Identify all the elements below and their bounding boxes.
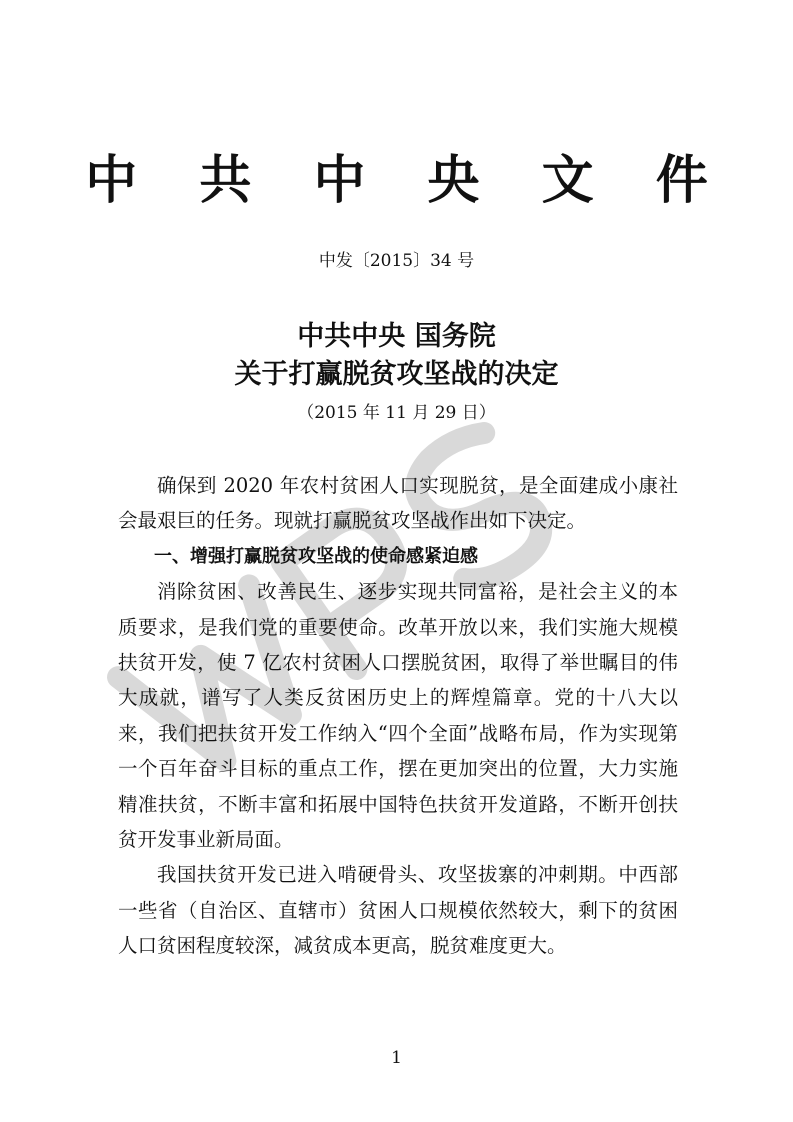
- document-header-title: 中 共 中 央 文 件: [85, 151, 730, 211]
- section-heading: 一、增强打赢脱贫攻坚战的使命感紧迫感: [154, 545, 478, 567]
- document-title-line-1: 中共中央 国务院: [297, 321, 496, 352]
- intro-paragraph: 确保到 2020 年农村贫困人口实现脱贫，是全面建成小康社会最艰巨的任务。现就打赢脱贫攻坚战作出如下决定。: [118, 474, 678, 533]
- page-number: 1: [391, 1048, 402, 1068]
- document-number: 中发〔2015〕34 号: [318, 251, 475, 271]
- body-paragraph: 消除贫困、改善民生、逐步实现共同富裕，是社会主义的本质要求，是我们党的重要使命。改革开放以来，我们实施大规模扶贫开发，使 7 亿农村贫困人口摆脱贫困，取得了举世瞩目的伟大成就，谱写了人类反贫困历史上的辉煌篇章。党的十八大以来，我们把扶贫开发工作纳入“四个全面”战略布局，作为实现第一个百年奋斗目标的重点工作，摆在更加突出的位置，大力实施精准扶贫，不断丰富和拓展中国特色扶贫开发道路，不断开创扶贫开发事业新局面。: [118, 580, 678, 852]
- document-body: [118, 468, 678, 964]
- document-title-line-2: 关于打赢脱贫攻坚战的决定: [234, 359, 559, 390]
- body-paragraph: 我国扶贫开发已进入啃硬骨头、攻坚拔寨的冲刺期。中西部一些省（自治区、直辖市）贫困人口规模依然较大，剩下的贫困人口贫困程度较深，减贫成本更高，脱贫难度更大。: [118, 863, 678, 958]
- document-date: （2015 年 11 月 29 日）: [297, 403, 496, 423]
